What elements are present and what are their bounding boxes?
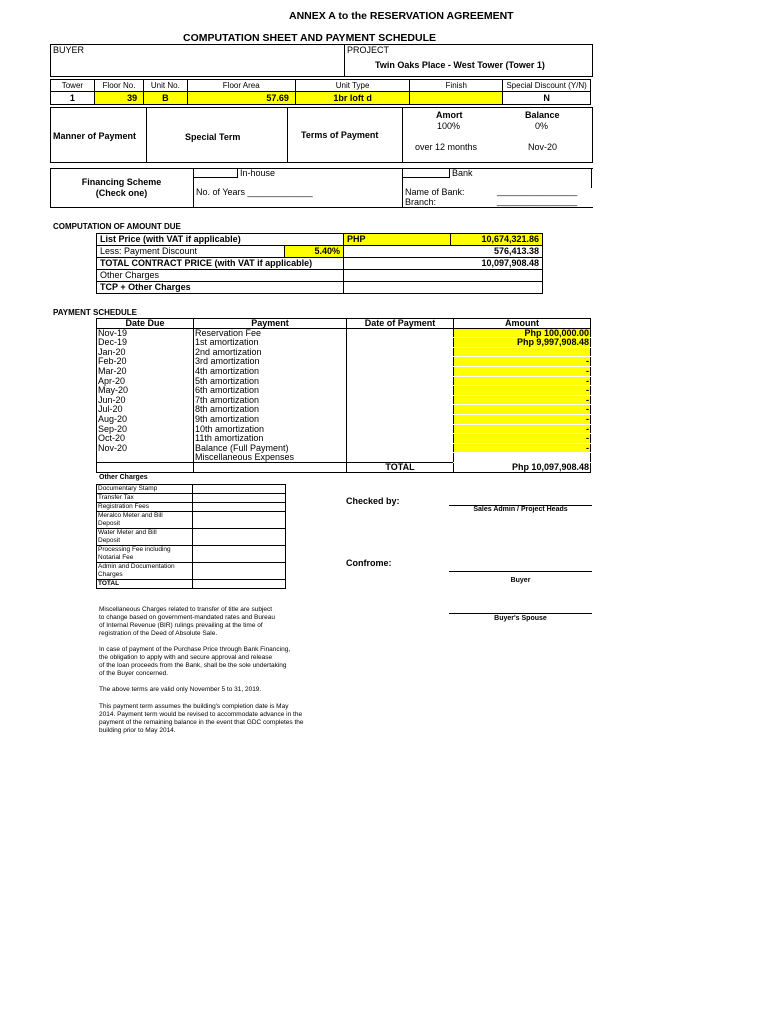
other-charges-heading: Other Charges bbox=[99, 474, 148, 481]
discount-pct: 5.40% bbox=[284, 246, 343, 258]
list-price-value: 10,674,321.86 bbox=[451, 234, 543, 246]
charge-label: Documentary Stamp bbox=[98, 485, 158, 492]
note-line: registration of the Deed of Absolute Sale. bbox=[99, 630, 218, 637]
row-amount bbox=[454, 453, 591, 463]
less-discount-label: Less: Payment Discount bbox=[97, 246, 285, 258]
computation-heading: COMPUTATION OF AMOUNT DUE bbox=[53, 222, 181, 231]
row-amount: - bbox=[454, 414, 591, 424]
schedule-row bbox=[97, 443, 591, 453]
financing-title: Financing Scheme bbox=[81, 177, 162, 187]
branch-blank: ________________ bbox=[497, 196, 578, 206]
row-date-of-payment bbox=[347, 338, 454, 348]
buyer-label: BUYER bbox=[53, 45, 85, 55]
row-date-due: Apr-20 bbox=[98, 375, 126, 386]
row-date-due: Nov-19 bbox=[98, 327, 128, 338]
row-date-due: Dec-19 bbox=[98, 337, 128, 348]
note-bank-financing bbox=[99, 646, 349, 678]
val-floor: 39 bbox=[94, 92, 143, 105]
val-tower: 1 bbox=[51, 92, 95, 105]
tcp-other-label: TCP + Other Charges bbox=[97, 282, 344, 294]
row-date-due: Mar-20 bbox=[98, 365, 127, 376]
col-floor: Floor No. bbox=[94, 80, 143, 92]
discount-value: 576,413.38 bbox=[344, 246, 543, 258]
balance-pct: 0% bbox=[535, 121, 549, 131]
inhouse-checkbox[interactable] bbox=[193, 168, 238, 178]
conforme-label: Confrome: bbox=[346, 558, 392, 568]
amort-label: Amort bbox=[436, 110, 463, 120]
col-type: Unit Type bbox=[295, 80, 409, 92]
charge-value bbox=[193, 485, 286, 494]
col-tower: Tower bbox=[51, 80, 95, 92]
amort-pct: 100% bbox=[437, 121, 461, 131]
schedule-row bbox=[97, 366, 591, 376]
charge-label-line2: Notarial Fee bbox=[98, 554, 134, 561]
charge-label: Registration Fees bbox=[98, 503, 149, 510]
other-charges-total-label: TOTAL bbox=[97, 580, 193, 589]
val-type: 1br loft d bbox=[295, 92, 409, 105]
row-payment: Balance (Full Payment) bbox=[194, 443, 347, 453]
charge-label-line2: Deposit bbox=[98, 520, 121, 527]
schedule-row bbox=[97, 357, 591, 367]
col-unit: Unit No. bbox=[144, 80, 187, 92]
row-payment: 8th amortization bbox=[194, 405, 347, 415]
charge-label: Processing Fee including bbox=[98, 546, 171, 553]
project-name: Twin Oaks Place - West Tower (Tower 1) bbox=[375, 60, 545, 70]
col-area: Floor Area bbox=[187, 80, 295, 92]
row-date-of-payment bbox=[347, 453, 454, 463]
row-amount bbox=[454, 347, 591, 357]
charge-value bbox=[193, 512, 286, 529]
charge-value bbox=[193, 494, 286, 503]
row-date-of-payment bbox=[347, 434, 454, 444]
row-date-due: Aug-20 bbox=[98, 413, 128, 424]
note-misc-charges bbox=[99, 606, 349, 638]
charge-label: Transfer Tax bbox=[98, 494, 134, 501]
val-unit: B bbox=[144, 92, 187, 105]
schedule-row bbox=[97, 347, 591, 357]
other-charge-row bbox=[97, 546, 286, 563]
charge-value bbox=[193, 563, 286, 580]
schedule-row bbox=[97, 405, 591, 415]
schedule-row bbox=[97, 376, 591, 386]
row-date-due: Nov-20 bbox=[98, 442, 128, 453]
note-line: the obligation to apply with and secure approval and release bbox=[99, 654, 273, 661]
row-date-due: May-20 bbox=[98, 385, 129, 396]
note-line: The above terms are valid only November 5 to 31, 2019. bbox=[99, 686, 262, 693]
other-charge-row bbox=[97, 503, 286, 512]
note-line: to change based on government-mandated rates and Bureau bbox=[99, 614, 275, 621]
sheet-title: COMPUTATION SHEET AND PAYMENT SCHEDULE bbox=[183, 32, 436, 44]
schedule-row bbox=[97, 424, 591, 434]
schedule-table bbox=[96, 318, 591, 473]
project-label: PROJECT bbox=[347, 45, 390, 55]
row-date-of-payment bbox=[347, 395, 454, 405]
col-date-due: Date Due bbox=[97, 319, 194, 329]
bank-name-blank: ________________ bbox=[497, 186, 578, 196]
other-charge-row bbox=[97, 485, 286, 494]
note-completion bbox=[99, 703, 349, 735]
row-amount: - bbox=[454, 395, 591, 405]
tcp-other-value bbox=[344, 282, 543, 294]
schedule-row bbox=[97, 434, 591, 444]
val-finish bbox=[410, 92, 503, 105]
other-charges-total-value bbox=[193, 580, 286, 589]
other-charge-row bbox=[97, 563, 286, 580]
row-amount: - bbox=[454, 424, 591, 434]
unit-table bbox=[50, 79, 591, 105]
note-line: building prior to May 2014. bbox=[99, 727, 176, 734]
other-charge-row bbox=[97, 494, 286, 503]
charge-value bbox=[193, 503, 286, 512]
other-charges-table bbox=[96, 484, 286, 589]
note-line: of the Buyer concerned. bbox=[99, 670, 169, 677]
bank-label: Bank bbox=[452, 168, 473, 178]
buyer-signatory: Buyer bbox=[510, 577, 531, 584]
note-line: of the loan proceeds from the Bank, shall be the sole undertaking bbox=[99, 662, 287, 669]
row-date-of-payment bbox=[347, 347, 454, 357]
currency-label: PHP bbox=[344, 234, 451, 246]
charge-label: Admin and Documentation bbox=[98, 563, 175, 570]
row-amount: - bbox=[454, 366, 591, 376]
charge-label-line2: Charges bbox=[98, 571, 123, 578]
schedule-row bbox=[97, 386, 591, 396]
row-date-of-payment bbox=[347, 366, 454, 376]
col-amount: Amount bbox=[454, 319, 591, 329]
row-date-due: Jan-20 bbox=[98, 346, 126, 357]
row-amount: - bbox=[454, 376, 591, 386]
row-date-of-payment bbox=[347, 376, 454, 386]
col-payment: Payment bbox=[194, 319, 347, 329]
spouse-signatory: Buyer's Spouse bbox=[494, 615, 547, 622]
charge-label: Meralco Meter and Bill bbox=[98, 512, 163, 519]
row-amount: - bbox=[454, 357, 591, 367]
schedule-row bbox=[97, 395, 591, 405]
row-date-of-payment bbox=[347, 386, 454, 396]
other-charges-label: Other Charges bbox=[97, 270, 344, 282]
note-line: In case of payment of the Purchase Price through Bank Financing, bbox=[99, 646, 291, 653]
row-date-due: Jul-20 bbox=[98, 404, 123, 415]
row-date-of-payment bbox=[347, 424, 454, 434]
col-date-of-payment: Date of Payment bbox=[347, 319, 454, 329]
schedule-total-label: TOTAL bbox=[347, 462, 454, 472]
other-charges-value bbox=[344, 270, 543, 282]
col-finish: Finish bbox=[410, 80, 503, 92]
row-payment: Reservation Fee bbox=[194, 328, 347, 338]
computation-table bbox=[96, 233, 543, 294]
manner-of-payment: Manner of Payment bbox=[53, 131, 137, 141]
row-date-due: Oct-20 bbox=[98, 433, 126, 444]
tcp-label: TOTAL CONTRACT PRICE (with VAT if applicable) bbox=[97, 258, 344, 270]
note-line: 2014. Payment term would be revised to accommodate advance in the bbox=[99, 711, 303, 718]
other-charge-row bbox=[97, 512, 286, 529]
special-term: Special Term bbox=[185, 132, 241, 142]
sales-admin-signatory: Sales Admin / Project Heads bbox=[473, 506, 568, 513]
inhouse-label: In-house bbox=[240, 168, 276, 178]
row-date-of-payment bbox=[347, 414, 454, 424]
row-date-due: Feb-20 bbox=[98, 356, 127, 367]
row-payment: 3rd amortization bbox=[194, 357, 347, 367]
row-date-of-payment bbox=[347, 328, 454, 338]
charge-label: Water Meter and Bill bbox=[98, 529, 157, 536]
bank-name-label: Name of Bank: bbox=[405, 187, 465, 197]
note-line: of Internal Revenue (BIR) rulings prevailing at the time of bbox=[99, 622, 263, 629]
row-payment: 5th amortization bbox=[194, 376, 347, 386]
val-discount: N bbox=[503, 92, 591, 105]
schedule-row bbox=[97, 414, 591, 424]
note-line: Miscellaneous Charges related to transfer of title are subject bbox=[99, 606, 273, 613]
list-price-label: List Price (with VAT if applicable) bbox=[97, 234, 344, 246]
financing-check-one: (Check one) bbox=[95, 188, 148, 198]
row-date-of-payment bbox=[347, 357, 454, 367]
charge-value bbox=[193, 546, 286, 563]
row-date-due: Sep-20 bbox=[98, 423, 128, 434]
note-line: This payment term assumes the building's completion date is May bbox=[99, 703, 289, 710]
val-area: 57.69 bbox=[187, 92, 295, 105]
row-payment: Miscellaneous Expenses bbox=[194, 453, 347, 463]
schedule-heading: PAYMENT SCHEDULE bbox=[53, 308, 138, 317]
row-payment: 1st amortization bbox=[194, 338, 347, 348]
row-payment: 2nd amortization bbox=[194, 347, 347, 357]
branch-label: Branch: bbox=[405, 197, 437, 207]
schedule-row bbox=[97, 338, 591, 348]
row-amount: - bbox=[454, 386, 591, 396]
row-payment: 6th amortization bbox=[194, 386, 347, 396]
note-line: payment of the remaining balance in the event that GDC completes the bbox=[99, 719, 304, 726]
charge-label-line2: Deposit bbox=[98, 537, 121, 544]
years-field: No. of Years _____________ bbox=[196, 187, 313, 197]
row-date-due bbox=[97, 453, 194, 463]
bank-checkbox[interactable] bbox=[402, 168, 450, 178]
annex-title: ANNEX A to the RESERVATION AGREEMENT bbox=[289, 10, 514, 22]
row-date-of-payment bbox=[347, 405, 454, 415]
other-charge-row bbox=[97, 529, 286, 546]
tcp-value: 10,097,908.48 bbox=[344, 258, 543, 270]
terms-of-payment: Terms of Payment bbox=[301, 130, 379, 140]
row-payment: 7th amortization bbox=[194, 395, 347, 405]
amort-over: over 12 months bbox=[415, 142, 478, 152]
charge-value bbox=[193, 529, 286, 546]
schedule-total-value: Php 10,097,908.48 bbox=[454, 462, 591, 472]
row-payment: 9th amortization bbox=[194, 414, 347, 424]
row-amount: Php 100,000.00 bbox=[454, 328, 591, 338]
balance-date: Nov-20 bbox=[528, 142, 558, 152]
row-amount: - bbox=[454, 434, 591, 444]
row-amount: Php 9,997,908.48 bbox=[454, 338, 591, 348]
note-validity bbox=[99, 686, 349, 694]
row-payment: 11th amortization bbox=[194, 434, 347, 444]
balance-label: Balance bbox=[525, 110, 560, 120]
row-amount: - bbox=[454, 405, 591, 415]
row-payment: 10th amortization bbox=[194, 424, 347, 434]
schedule-row bbox=[97, 453, 591, 463]
col-discount: Special Discount (Y/N) bbox=[503, 80, 591, 92]
row-date-of-payment bbox=[347, 443, 454, 453]
row-amount: - bbox=[454, 443, 591, 453]
checked-by-label: Checked by: bbox=[346, 496, 400, 506]
row-payment: 4th amortization bbox=[194, 366, 347, 376]
row-date-due: Jun-20 bbox=[98, 394, 126, 405]
